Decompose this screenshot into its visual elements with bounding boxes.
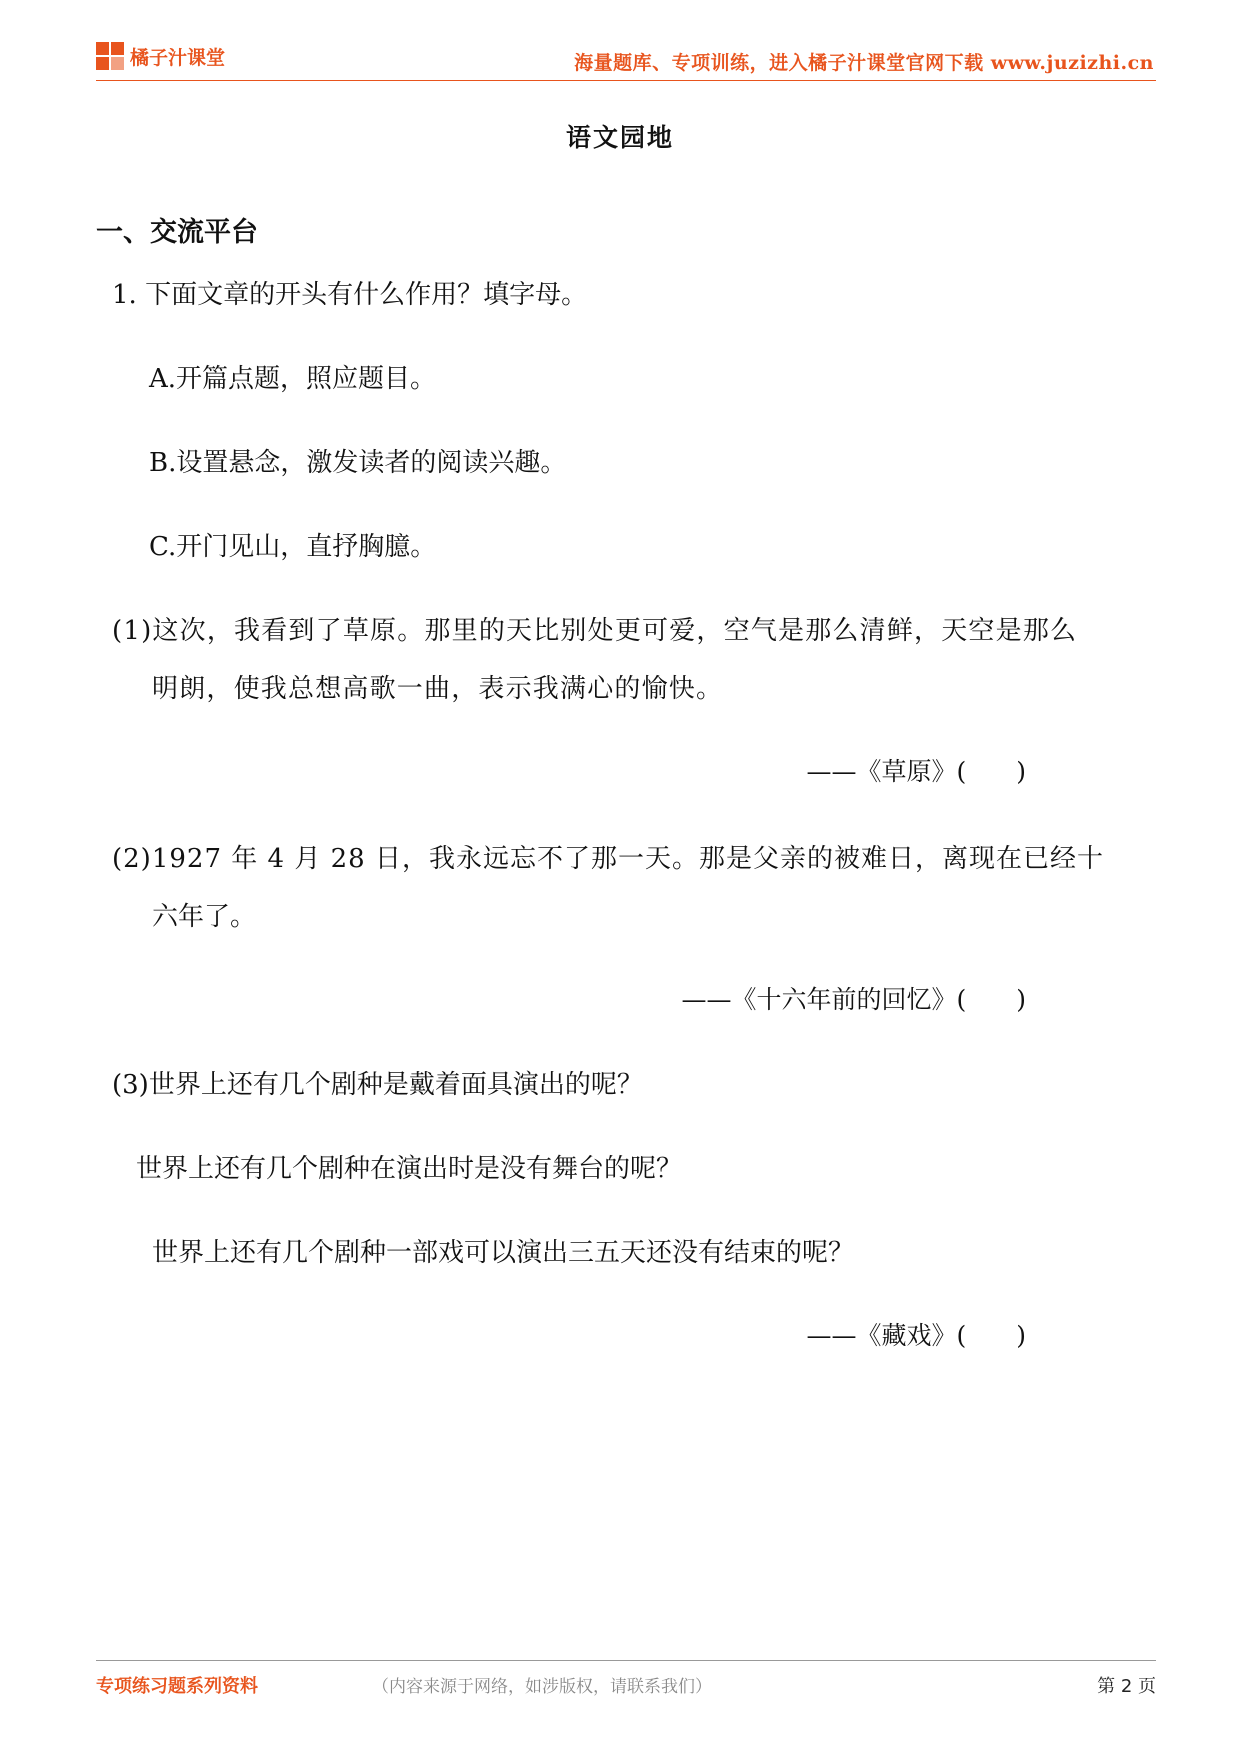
item-2-line-1: (2)1927 年 4 月 28 日，我永远忘不了那一天。那是父亲的被难日，离现在已经十 xyxy=(112,844,1104,874)
item-3-line-3: 世界上还有几个剧种一部戏可以演出三五天还没有结束的呢？ xyxy=(152,1238,855,1268)
brand-name: 橘子汁课堂 xyxy=(130,46,226,69)
item-1-line-2: 明朗，使我总想高歌一曲，表示我满心的愉快。 xyxy=(152,674,724,704)
section-heading: 一、交流平台 xyxy=(96,217,258,248)
page-title: 语文园地 xyxy=(565,123,674,152)
item-3-source: ——《藏戏》( ) xyxy=(806,1321,1026,1350)
item-2-source: ——《十六年前的回忆》( ) xyxy=(681,985,1026,1014)
item-1-line-1: (1)这次，我看到了草原。那里的天比别处更可爱，空气是那么清鲜，天空是那么 xyxy=(112,616,1078,646)
question-stem: 1. 下面文章的开头有什么作用？填字母。 xyxy=(112,280,588,310)
page-number: 第 2 页 xyxy=(1097,1676,1156,1697)
item-1-answer-blank[interactable] xyxy=(952,752,1032,782)
option-c: C.开门见山，直抒胸臆。 xyxy=(149,532,437,562)
item-2-answer-blank[interactable] xyxy=(952,980,1032,1010)
footer-notice: （内容来源于网络，如涉版权，请联系我们） xyxy=(372,1677,712,1697)
footer-series: 专项练习题系列资料 xyxy=(96,1676,258,1697)
brand-logo xyxy=(96,42,225,70)
orange-blocks-icon xyxy=(96,42,124,70)
header-divider xyxy=(96,80,1156,81)
option-a: A.开篇点题，照应题目。 xyxy=(149,364,437,394)
item-2-line-2: 六年了。 xyxy=(152,902,257,932)
item-3-line-1: (3)世界上还有几个剧种是戴着面具演出的呢？ xyxy=(112,1070,643,1100)
item-3-line-2: 世界上还有几个剧种在演出时是没有舞台的呢？ xyxy=(136,1154,683,1184)
item-3-answer-blank[interactable] xyxy=(952,1316,1032,1346)
header-slogan: 海量题库、专项训练，进入橘子汁课堂官网下载 www.juzizhi.cn xyxy=(574,52,1154,74)
option-b: B.设置悬念，激发读者的阅读兴趣。 xyxy=(149,448,567,478)
footer-divider xyxy=(96,1660,1156,1661)
item-1-source: ——《草原》( ) xyxy=(806,757,1026,786)
